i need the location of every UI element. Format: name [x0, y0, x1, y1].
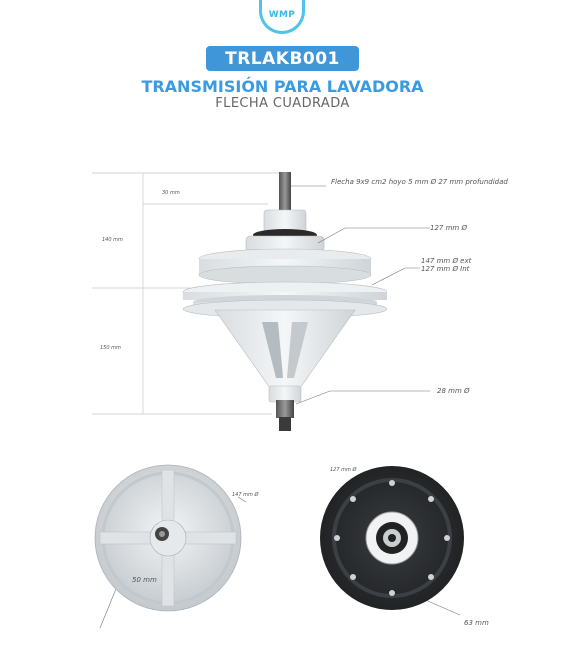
shaft-height-label: 30 mm [162, 190, 180, 196]
bottom-view [95, 465, 241, 611]
lower-height-label: 150 mm [100, 345, 121, 351]
logo-text: WMP [268, 9, 296, 20]
pulley-int-label: 127 mm Ø Int [421, 265, 470, 273]
bottom-view-center-label: 50 mm [132, 576, 157, 584]
page-title: TRANSMISIÓN PARA LAVADORA [141, 77, 424, 96]
page-subtitle: FLECHA CUADRADA [215, 96, 350, 111]
upper-height-label: 140 mm [102, 237, 123, 243]
bottom-view-diameter-label: 147 mm Ø [232, 492, 259, 498]
top-view [320, 466, 464, 610]
pulley-ext-label: 147 mm Ø ext [421, 257, 472, 265]
shaft-spec-label: Flecha 9x9 cm2 hoyo 5 mm Ø 27 mm profundidad [331, 178, 508, 186]
top-view-diameter-label: 127 mm Ø [330, 467, 357, 473]
bottom-shaft-label: 28 mm Ø [437, 387, 470, 395]
top-view-center-label: 63 mm [464, 619, 489, 627]
transmission-side-view [183, 172, 387, 431]
product-code-badge: TRLAKB001 [206, 46, 359, 71]
top-hub-label: 127 mm Ø [430, 224, 467, 232]
